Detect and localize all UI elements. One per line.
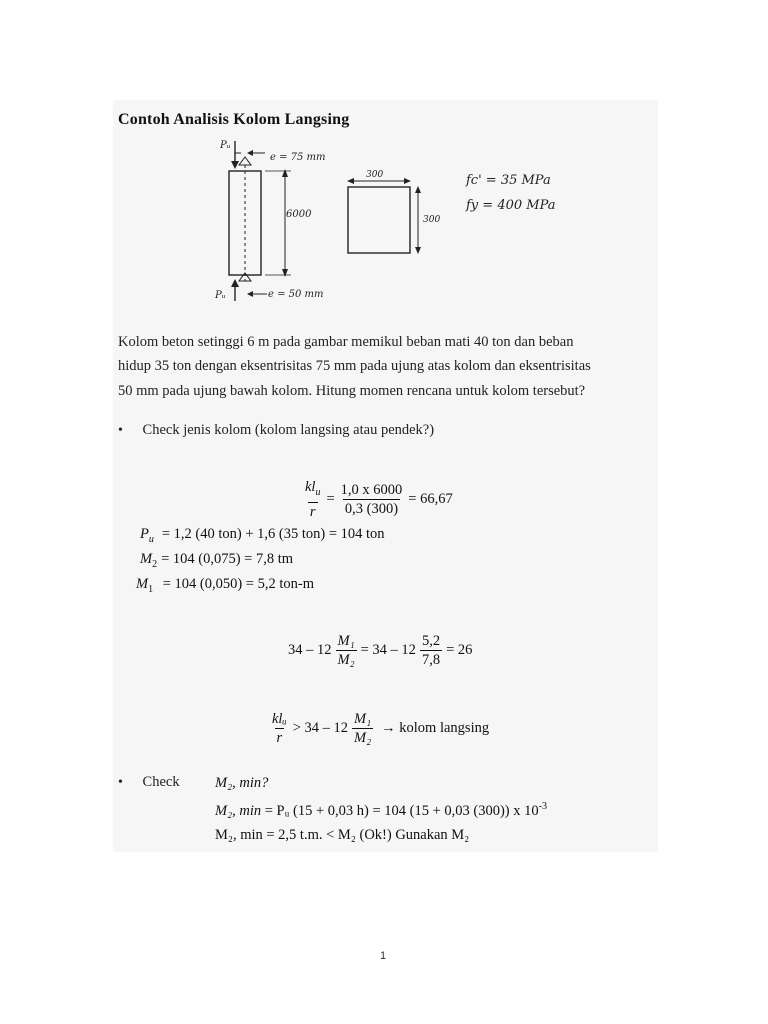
bullet-check-m2min	[118, 774, 180, 791]
m2min-question: M₂, min?	[215, 775, 269, 791]
section-height-label: 300	[423, 215, 441, 225]
bullet-dot: •	[118, 775, 123, 790]
page-number: 1	[380, 950, 387, 962]
bullet-text: Check jenis kolom (kolom langsing atau pendek?)	[142, 422, 435, 438]
slenderness-fraction: $\frac{kl_u}{r}$	[305, 479, 321, 520]
column-figure	[195, 135, 575, 310]
paragraph-line-3: 50 mm pada ujung bawah kolom. Hitung momen rencana untuk kolom tersebut?	[118, 383, 586, 399]
eccentricity-top-label: e = 75 mm	[270, 152, 326, 163]
slender-check-equation: $\frac{\text{klᵤ}}{r}$ > 34 – 12 $\frac{\text{M₁}}{\text{M₂}}$ → kolom langsing	[272, 711, 490, 746]
pu-equation: $P_u = 1,2$ (40 ton) + 1,6 (35 ton) = 104 ton	[140, 526, 385, 545]
slenderness-equation: $\frac{kl_u}{r}$ = $\frac{1,0 x 6000}{0,3 (300)}$ = 66,67	[305, 479, 453, 520]
fy-label: fy = 400 MPa	[466, 198, 556, 213]
section-width-label: 300	[366, 170, 384, 180]
m2min-formula: M₂, min = Pᵤ (15 + 0,03 h) = 104 (15 + 0,03 (300)) x $10^{-3}$	[215, 801, 547, 819]
bullet-dot: •	[118, 423, 123, 438]
m2-equation: $M_2 = 104$ (0,075) = 7,8 tm	[140, 551, 294, 570]
fc-label: fc' = 35 MPa	[466, 173, 551, 188]
page-title: Contoh Analisis Kolom Langsing	[118, 111, 350, 128]
limit-equation: 34 – 12 $\frac{\text{M₁}}{\text{M₂}}$ = 34 – 12 $\frac{5,2}{7,8}$ = 26	[288, 633, 473, 668]
paragraph-line-1: Kolom beton setinggi 6 m pada gambar memikul beban mati 40 ton dan beban	[118, 334, 574, 350]
eccentricity-bottom-label: e = 50 mm	[268, 289, 324, 300]
m2min-result: M₂, min = 2,5 t.m. < M₂ (Ok!) Gunakan M₂	[215, 827, 470, 843]
load-label-top: Pᵤ	[220, 140, 231, 151]
height-dimension-label: 6000	[286, 209, 312, 220]
m1-equation: $M_1 = 104$ (0,050) = 5,2 ton-m	[136, 576, 314, 595]
paragraph-line-2: hidup 35 ton dengan eksentrisitas 75 mm pada ujung atas kolom dan eksentrisitas	[118, 358, 591, 374]
slenderness-value-fraction: $\frac{1,0 x 6000}{0,3 (300)}$	[340, 481, 403, 517]
load-label-bottom: Pᵤ	[215, 290, 226, 301]
bullet-text: Check	[142, 774, 180, 790]
bullet-check-column	[118, 422, 434, 439]
